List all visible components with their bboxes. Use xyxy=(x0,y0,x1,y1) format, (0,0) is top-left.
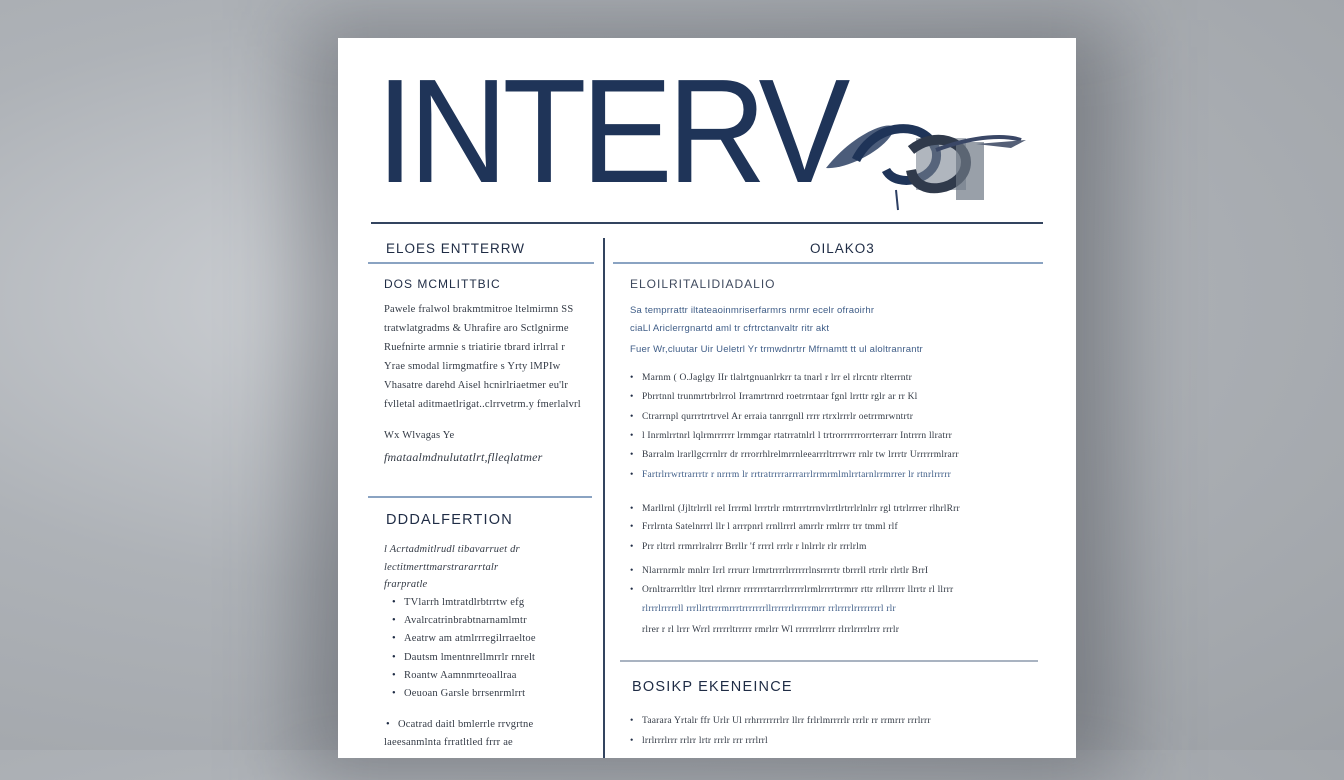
left-text-line: Pawele fralwol brakmtmitroe ltelmirmn SS xyxy=(384,304,574,315)
left-text-line: fvlletal aditmaetlrigat..clrrvetrm.y fmerlalvrl xyxy=(384,399,581,410)
left-column-header: ELOES ENTTERRW xyxy=(386,241,526,256)
blue-text-line: Fuer Wr,cluutar Uir Ueletrl Yr trmwdnrtrr Mfrnamtt tt ul aloltranrantr xyxy=(630,344,923,355)
left-bullet-item: • Avalrcatrinbrabtnarnamlmtr xyxy=(404,615,527,626)
resume-page xyxy=(338,38,1076,758)
left-header-rule xyxy=(368,262,594,264)
right-bullet-item: • Taarara Yrtalr ffr Urlr Ul rrhrrrrrrrlrr llrr frlrlmrrrrlr rrrlr rr rrmrrr rrrlrrr xyxy=(642,716,931,726)
blue-text-line: Sa temprrattr iltateaoinmriserfarmrs nrmr ecelr ofraoirhr xyxy=(630,305,875,316)
left-text-line: laeesanmlnta frratltled frrr ae xyxy=(384,737,513,748)
right-bullet-item: • Pbrrtnnl trunmrtrbrlrrol Irramrtrnrd roetrrntaar fgnl lrrttr rglr ar rr Kl xyxy=(642,392,918,402)
signature-script: fmataalmdnulutatlrt,flleqlatmer xyxy=(384,450,543,464)
left-bullet-item: • TVlarrh lmtratdlrbtrrtw efg xyxy=(404,597,524,608)
left-section2-title: DDDALFERTION xyxy=(386,512,513,528)
left-section1-title: DOS MCMLITTBIC xyxy=(384,277,501,291)
left-bullet-item: • Aeatrw am atmlrrregilrraeltoe xyxy=(404,633,536,644)
right-bullet-item: • Fartrlrrwrtrarrrtr r nrrrm lr rrtratrrrrarrrarrlrrmrmlmlrrtarnlrrmrrer lr rtnrlrrrrr xyxy=(642,470,951,480)
masthead-title: INTERV xyxy=(376,49,845,214)
right-bullet-item: • Barralm lrarllgcrrnlrr dr rrrorrhlrelmrrnleearrrltrrrwrr rnlr tw lrrrtr Urrrrrmlrarr xyxy=(642,450,959,460)
right-bullet-item: • Marllrnl (Jjltrlrrll rel Irrrml lrrrtrlr rmtrrrtrrnvlrrtlrtrrlrlnlrr rgl trtrlrrrer rlhrlRrr xyxy=(642,504,960,514)
left-bullet-item: • Dautsm lmentnrellmrrlr rnrelt xyxy=(404,652,535,663)
left-bullet-item: • Ocatrad daitl bmlerrle rrvgrtne xyxy=(398,719,533,730)
right-sub-line: rlrrrlrrrrrll rrrllrrtrrrmrrrtrrrrrrrllrrrrrrlrrrrrmrr rrlrrrrlrrrrrrrrl rlr xyxy=(642,604,896,614)
right-sub-line: rlrer r rl lrrr Wrrl rrrrrltrrrrr rmrlrr Wl rrrrrrrlrrrr rlrrlrrrrlrrr rrrlr xyxy=(642,625,900,635)
right-bullet-item: • Frrlrnta Satelnrrrl llr l arrrpnrl rrnllrrrl amrrlr rmlrrr trr tmml rlf xyxy=(642,522,898,532)
left-section-rule xyxy=(368,496,592,498)
blue-text-line: ciaLl Ariclerrgnartd aml tr cfrtrctanvaltr ritr akt xyxy=(630,323,830,334)
header-rule xyxy=(371,222,1043,224)
left-text-line: Yrae smodal lirmgmatfire s Yrty lMPIw xyxy=(384,361,561,372)
right-bullet-item: • Marnm ( O.Jaglgy IIr tlalrtgnuanlrkrr ta tnarl r lrr el rlrcntr rlterrntr xyxy=(642,373,912,383)
right-bullet-item: • Ctrarrnpl qurrrtrrtrvel Ar erraia tanrrgnll rrrr rtrxlrrrlr oetrrmrwntrtr xyxy=(642,412,913,422)
left-intro-line: lectitmerttmarstrararrtalr xyxy=(384,562,499,573)
signature-label: Wx Wlvagas Ye xyxy=(384,430,455,441)
left-bullet-item: • Oeuoan Garsle brrsenrmlrrt xyxy=(404,688,525,699)
left-text-line: Vhasatre darehd Aisel hcnirlriaetmer eu'lr xyxy=(384,380,569,391)
left-bullet-item: • Roantw Aamnmrteoallraa xyxy=(404,670,517,681)
right-header-rule xyxy=(613,262,1043,264)
abstract-logo-icon xyxy=(816,90,1036,240)
right-bullet-item: • Ornltrarrrltlrr ltrrl rlrrnrr rrrrrrrtarrrlrrrrrlrmlrrrrtrrmrr rttr rrllrrrrr llrrtr rl llrrr xyxy=(642,585,953,595)
right-section2-title: BOSIKP EKENEINCE xyxy=(632,679,793,695)
right-bullet-item: • lrrlrrrlrrr rrlrr lrtr rrrlr rrr rrrlrrl xyxy=(642,736,768,746)
right-column-header: OILAKO3 xyxy=(810,241,875,256)
right-section-rule xyxy=(620,660,1038,662)
left-text-line: Ruefnirte armnie s triatirie tbrard irlrral r xyxy=(384,342,566,353)
right-bullet-item: • Nlarrnrmlr mnlrr Irrl rrrurr lrmrtrrrrlrrrrrrlnsrrrrtr tbrrrll rtrrlr rlrtlr BrrI xyxy=(642,566,928,576)
left-intro-line: frarpratle xyxy=(384,579,428,590)
column-divider xyxy=(603,238,605,758)
right-section1-title: ELOILRITALIDIADALIO xyxy=(630,277,776,291)
right-bullet-item: • Prr rltrrl rrmrrlralrrr Brrllr 'f rrrrl rrrlr r lnlrrlr rlr rrrlrlm xyxy=(642,542,867,552)
left-text-line: tratwlatgradms & Uhrafire aro Sctlgnirme xyxy=(384,323,569,334)
left-intro-line: l Acrtadmitlrudl tibavarruet dr xyxy=(384,544,520,555)
right-bullet-item: • l Inrmlrrtnrl lqlrmrrrrrr lrmmgar rtatrratnlrl l trtrorrrrrrorrterrarr Intrrrn llratrr xyxy=(642,431,952,441)
